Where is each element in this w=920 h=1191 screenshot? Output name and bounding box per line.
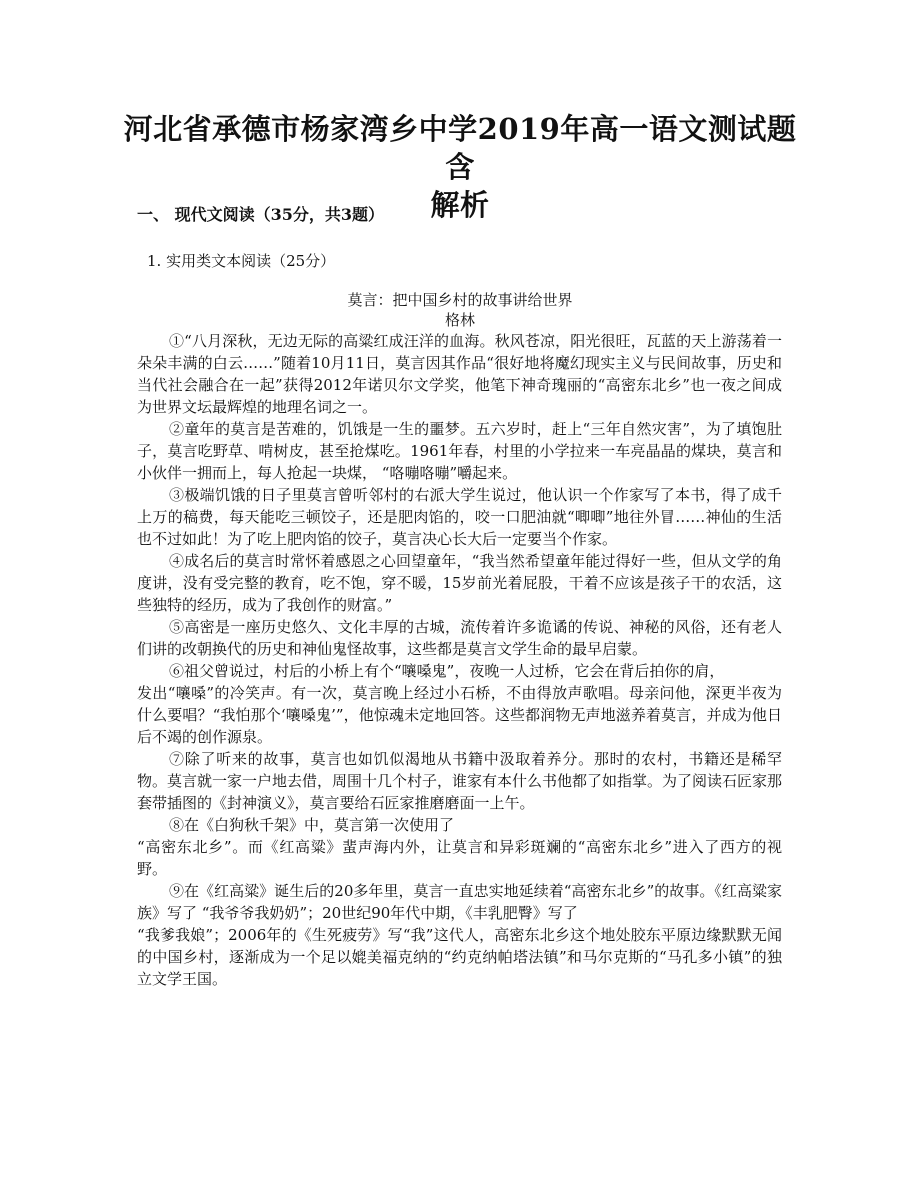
paragraph: ⑨在《红高粱》诞生后的20多年里，莫言一直忠实地延续着“高密东北乡”的故事。《红高粱家族》写了 “我爷爷我奶奶”；20世纪90年代中期，《丰乳肥臀》写了 (137, 882, 782, 922)
title-line-2: 解析 (430, 188, 490, 222)
section-heading: 一、 现代文阅读（35分，共3题） (137, 205, 384, 224)
paragraph: ⑦除了听来的故事，莫言也如饥似渴地从书籍中汲取着养分。那时的农村，书籍还是稀罕物。莫言就一家一户地去借，周围十几个村子，谁家有本什么书他都了如指掌。为了阅读石匠家那套带插图的《封神演义》，莫言要给石匠家推磨磨面一上午。 (137, 750, 783, 812)
paragraph: ⑥祖父曾说过，村后的小桥上有个“嚷嗓鬼”，夜晚一人过桥，它会在背后拍你的肩， (169, 662, 725, 680)
article-author: 格林 (444, 311, 475, 329)
paragraph: ⑤高密是一座历史悠久、文化丰厚的古城，流传着许多诡谲的传说、神秘的风俗，还有老人们讲的改朝换代的历史和神仙鬼怪故事，这些都是莫言文学生命的最早启蒙。 (137, 618, 782, 658)
paragraph: ④成名后的莫言时常怀着感恩之心回望童年，“我当然希望童年能过得好一些，但从文学的角度讲，没有受完整的教育，吃不饱，穿不暖，15岁前光着屁股，干着不应该是孩子干的农活，这些独特的经历，成为了我创作的财富。” (137, 552, 782, 614)
paragraph: ③极端饥饿的日子里莫言曾听邻村的右派大学生说过，他认识一个作家写了本书，得了成千上万的稿费，每天能吃三顿饺子，还是肥肉馅的，咬一口肥油就“唧唧”地往外冒……神仙的生活也不过如此！为了吃上肥肉馅的饺子，莫言决心长大后一定要当个作家。 (137, 486, 782, 548)
paragraph: “高密东北乡”。而《红高粱》蜚声海内外，让莫言和异彩斑斓的“高密东北乡”进入了西方的视野。 (137, 838, 782, 878)
paragraph: ⑧在《白狗秋千架》中，莫言第一次使用了 (169, 816, 455, 834)
title-line-1: 河北省承德市杨家湾乡中学2019年高一语文测试题含 (123, 112, 797, 184)
article-body (137, 330, 782, 990)
paragraph: 发出“嚷嗓”的冷笑声。有一次，莫言晚上经过小石桥，不由得放声歌唱。母亲问他，深更半夜为什么要唱？“我怕那个‘嚷嗓鬼’”，他惊魂未定地回答。这些都润物无声地滋养着莫言，并成为他日后不竭的创作源泉。 (137, 684, 782, 746)
article-title: 莫言：把中国乡村的故事讲给世界 (347, 291, 573, 309)
paragraph: “我爹我娘”；2006年的《生死疲劳》写“我”这代人，高密东北乡这个地处胶东平原边缘默默无闻的中国乡村，逐渐成为一个足以媲美福克纳的“约克纳帕塔法镇”和马尔克斯的“马孔多小镇”的独立文学王国。 (137, 926, 782, 988)
question-heading: 1. 实用类文本阅读（25分） (147, 252, 336, 270)
paragraph: ①“八月深秋，无边无际的高粱红成汪洋的血海。秋风苍凉，阳光很旺，瓦蓝的天上游荡着一朵朵丰满的白云……”随着10月11日，莫言因其作品“很好地将魔幻现实主义与民间故事，历史和当代社会融合在一起”获得2012年诺贝尔文学奖，他笔下神奇瑰丽的“高密东北乡”也一夜之间成为世界文坛最辉煌的地理名词之一。 (137, 332, 782, 416)
paragraph: ②童年的莫言是苦难的，饥饿是一生的噩梦。五六岁时，赶上“三年自然灾害”，为了填饱肚子，莫言吃野草、啃树皮，甚至抢煤吃。1961年春，村里的小学拉来一车亮晶晶的煤块，莫言和小伙伴一拥而上，每人抢起一块煤， “咯嘣咯嘣”嚼起来。 (137, 420, 782, 482)
